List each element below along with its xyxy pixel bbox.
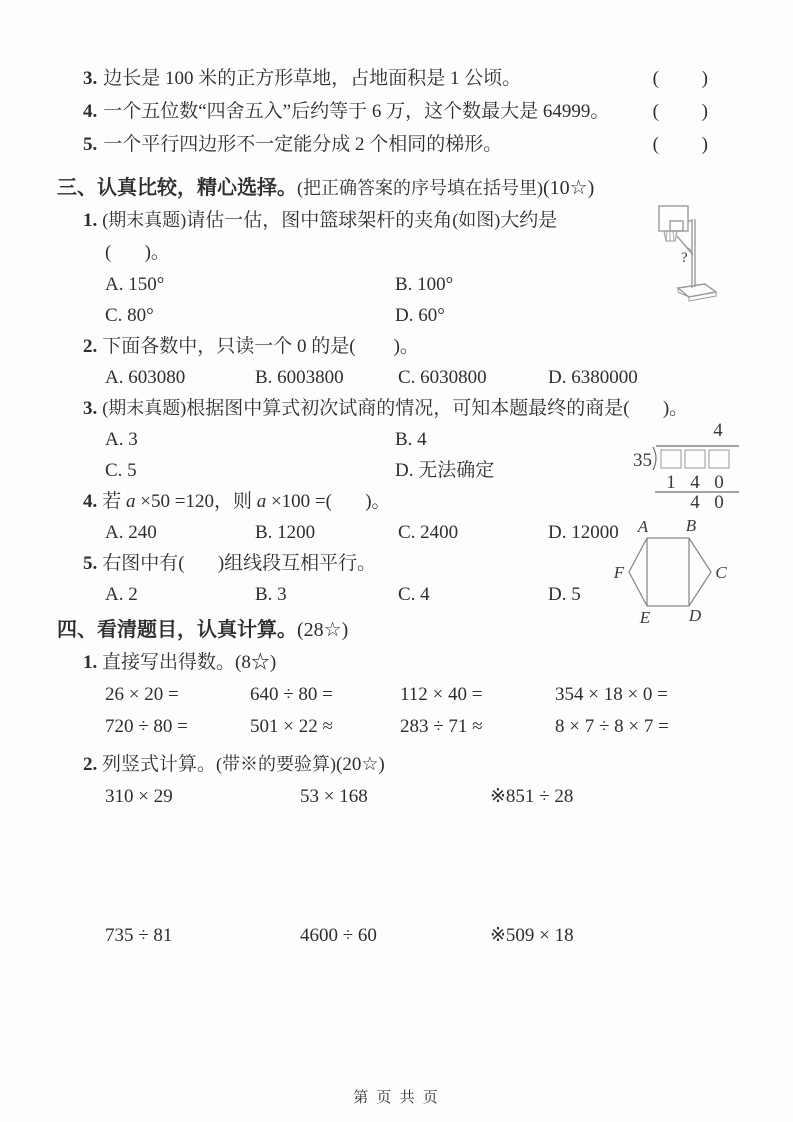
column-calc-row1	[57, 781, 743, 813]
q2-text: 下面各数中，只读一个 0 的是( )。	[102, 336, 419, 357]
question-number: 5.	[83, 553, 98, 574]
expression: 283 ÷ 71 ≈	[400, 716, 483, 737]
expression: 735 ÷ 81	[105, 925, 173, 946]
column-calc-row2	[57, 920, 743, 952]
question-number: 4.	[83, 491, 98, 512]
subtrahend-digit: 0	[714, 472, 724, 493]
judge-item-5	[57, 128, 743, 161]
option-b: B. 1200	[255, 522, 316, 543]
section3-instruction: (把正确答案的序号填在括号里)	[297, 178, 543, 198]
item-number: 3.	[83, 68, 98, 89]
q1-options-row2	[57, 300, 743, 331]
section4-score: (28☆)	[297, 619, 349, 641]
q1-text-end: 大约是	[500, 210, 558, 231]
option-c: C. 2400	[398, 522, 459, 543]
basketball-stand-drawing	[645, 192, 760, 324]
expression: 720 ÷ 80 =	[105, 716, 188, 737]
section4-title: 四、看清题目，认真计算。	[57, 619, 297, 641]
item-text: 一个平行四边形不一定能分成 2 个相同的梯形。	[103, 134, 503, 155]
quotient-digit: 4	[713, 420, 723, 441]
judge-item-4	[57, 95, 743, 128]
calc1-score: (8☆)	[235, 652, 277, 673]
q1-text: 请估一估，图中篮球架杆的夹角	[186, 210, 453, 231]
q3-text: 根据图中算式初次试商的情况，可知本题最终的商是( )。	[186, 398, 689, 419]
mental-math-row1	[57, 679, 743, 711]
expression: 640 ÷ 80 =	[250, 684, 333, 705]
calc2-text: 列竖式计算。	[102, 754, 217, 775]
subtrahend-digit: 4	[690, 472, 700, 493]
q3-tag: (期末真题)	[102, 398, 187, 418]
judge-item-3	[57, 62, 743, 95]
expression: ※509 × 18	[490, 925, 574, 946]
option-c: C. 6030800	[398, 367, 487, 388]
page-footer: 第 页 共 页	[353, 1089, 440, 1106]
item-text: 边长是 100 米的正方形草地，占地面积是 1 公顷。	[103, 68, 522, 89]
vertex-label-A: A	[637, 517, 649, 536]
division-figure	[608, 420, 743, 516]
calc2-stem	[57, 748, 743, 781]
hexagon-outline	[629, 538, 711, 606]
option-a: A. 603080	[105, 367, 186, 388]
item-number: 5.	[83, 134, 98, 155]
vertex-label-C: C	[715, 563, 727, 582]
remainder-digit: 0	[714, 492, 724, 510]
calc1-stem	[57, 647, 743, 679]
hexagon-drawing	[607, 516, 735, 628]
vertex-label-D: D	[688, 606, 702, 625]
section3-title: 三、认真比较，精心选择。	[57, 177, 297, 199]
question-number: 1.	[83, 210, 98, 231]
expression: 354 × 18 × 0 =	[555, 684, 668, 705]
answer-bracket: ( )	[652, 134, 708, 155]
option-b: B. 3	[255, 584, 287, 605]
option-d: D. 12000	[548, 522, 619, 543]
option-d: D. 6380000	[548, 367, 638, 388]
variable-a: a	[256, 491, 267, 512]
question-number: 2.	[83, 754, 98, 775]
q2-stem	[57, 331, 743, 362]
option-d: D. 5	[548, 584, 581, 605]
section3-heading	[57, 171, 743, 205]
option-a: A. 3	[105, 429, 138, 450]
option-c: C. 5	[105, 460, 137, 481]
basketball-stand-figure	[645, 192, 760, 330]
q1-options-row1	[57, 269, 743, 300]
division-bracket-curve	[653, 447, 656, 470]
mental-math-row2	[57, 711, 743, 743]
dividend-box-1	[661, 450, 681, 468]
expression: 4600 ÷ 60	[300, 925, 377, 946]
divisor: 35	[633, 450, 652, 471]
remainder-digit: 4	[690, 492, 700, 510]
vertex-label-E: E	[639, 608, 651, 627]
q1-answer-bracket: ( )。	[105, 242, 170, 263]
option-d: D. 60°	[395, 305, 445, 326]
answer-bracket: ( )	[652, 101, 708, 122]
item-text: 一个五位数“四舍五入”后约等于 6 万，这个数最大是 64999。	[103, 101, 610, 122]
q5-text: 右图中有( )组线段互相平行。	[102, 553, 377, 574]
q4-text-3: ×100 =( )。	[266, 491, 391, 512]
option-b: B. 6003800	[255, 367, 344, 388]
expression: ※851 ÷ 28	[490, 786, 574, 807]
expression: 53 × 168	[300, 786, 368, 807]
q1-stem	[57, 205, 743, 236]
answer-bracket: ( )	[652, 68, 708, 89]
option-a: A. 150°	[105, 274, 165, 295]
calc2-score: (20☆)	[336, 754, 385, 775]
q1-tag: (期末真题)	[102, 210, 187, 230]
backboard-inner-square	[670, 221, 683, 231]
option-a: A. 240	[105, 522, 157, 543]
option-c: C. 80°	[105, 305, 154, 326]
expression: 112 × 40 =	[400, 684, 483, 705]
q2-options	[57, 362, 743, 393]
question-number: 2.	[83, 336, 98, 357]
option-d: D. 无法确定	[395, 460, 495, 481]
division-drawing	[608, 420, 743, 510]
q4-text-1: 若	[102, 491, 127, 512]
option-b: B. 100°	[395, 274, 454, 295]
section3-score: (10☆)	[543, 177, 595, 199]
option-c: C. 4	[398, 584, 430, 605]
expression: 8 × 7 ÷ 8 × 7 =	[555, 716, 669, 737]
net-lines	[666, 231, 674, 241]
question-number: 3.	[83, 398, 98, 419]
base-side	[678, 288, 716, 301]
hexagon-figure	[607, 516, 735, 634]
item-number: 4.	[83, 101, 98, 122]
vertex-label-B: B	[685, 516, 697, 535]
q4-text-2: ×50 =120，则	[135, 491, 257, 512]
q1-tag2: (如图)	[452, 210, 501, 230]
expression: 310 × 29	[105, 786, 173, 807]
angle-question-mark: ?	[681, 250, 688, 266]
vertex-label-F: F	[613, 563, 625, 582]
question-number: 1.	[83, 652, 98, 673]
dividend-box-3	[709, 450, 729, 468]
calc1-text: 直接写出得数。	[102, 652, 236, 673]
expression: 26 × 20 =	[105, 684, 179, 705]
dividend-box-2	[685, 450, 705, 468]
variable-a: a	[126, 491, 136, 512]
subtrahend-digit: 1	[666, 472, 676, 493]
option-a: A. 2	[105, 584, 138, 605]
option-b: B. 4	[395, 429, 427, 450]
expression: 501 × 22 ≈	[250, 716, 333, 737]
calc2-note: (带※的要验算)	[216, 754, 337, 774]
